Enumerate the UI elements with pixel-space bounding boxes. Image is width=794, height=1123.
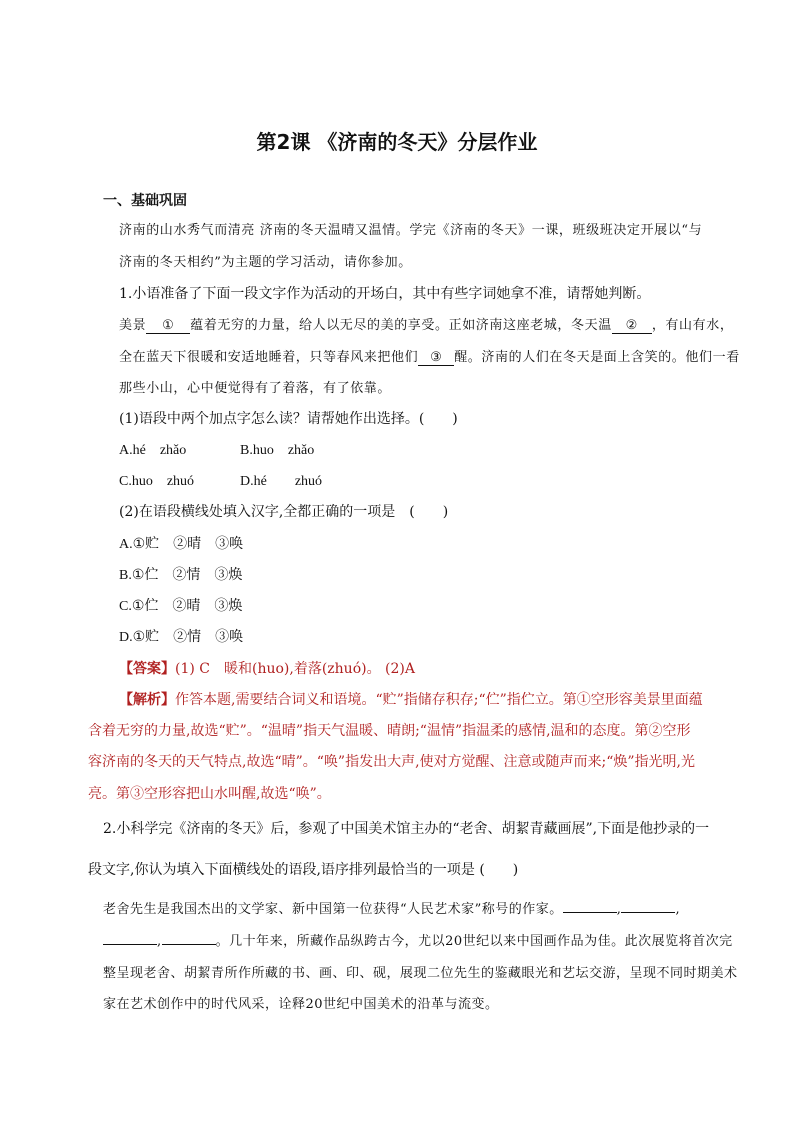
answer-tag: 【答案】: [119, 661, 175, 677]
blank: [621, 912, 675, 913]
option-d: D.①贮 ②情 ③唤: [119, 630, 244, 645]
question-2-stem-line-1: 2.小科学完《济南的冬天》后，参观了中国美术馆主办的“老舍、胡絜青藏画展”,下面是他抄录的一: [103, 821, 710, 837]
passage-line-1: [119, 314, 733, 334]
blank-1: ①: [146, 318, 190, 334]
question-2-stem-line-2: 段文字,你认为填入下面横线处的语段,语序排列最恰当的一项是 ( ): [88, 862, 519, 878]
analysis-line-3: 容济南的冬天的天气特点,故选“晴”。“唤”指发出大声,使对方觉醒、注意或随声而来;“焕”指光明,光: [88, 754, 696, 770]
answer-text: (1) C 暖和(huo),着落(zhuó)。 (2)A: [175, 661, 415, 677]
passage-text: 醒。济南的人们在冬天是面上含笑的。他们一看: [454, 350, 740, 365]
analysis-line-2: 含着无穷的力量,故选“贮”。“温晴”指天气温暖、晴朗;“温情”指温柔的感情,温和的态度。第②空形: [88, 723, 691, 739]
option-b: B.huo zhǎo: [240, 443, 315, 458]
intro-line-1: 济南的山水秀气而清亮 济南的冬天温晴又温情。学完《济南的冬天》一课，班级班决定开展以“与: [119, 223, 703, 238]
option-a: A.①贮 ②晴 ③唤: [119, 537, 244, 552]
sub-question-2: (2)在语段横线处填入汉字,全都正确的一项是 ( ): [119, 504, 449, 520]
passage-2-line-3: 整呈现老舍、胡絜青所作所藏的书、画、印、砚，展现二位先生的鉴藏眼光和艺坛交游，呈现不同时期美术: [103, 966, 738, 981]
answer: [119, 658, 415, 678]
page-title: 第2课 《济南的冬天》分层作业: [256, 130, 538, 154]
option-b: B.①伫 ②情 ③焕: [119, 568, 243, 583]
blank-3: ③: [418, 350, 454, 366]
passage-2-line-4: 家在艺术创作中的时代风采，诠释20世纪中国美术的沿革与流变。: [103, 997, 499, 1012]
blank: [103, 944, 157, 945]
passage-2-text: 。几十年来，所藏作品纵跨古今，尤以20世纪以来中国画作品为佳。此次展览将首次完: [215, 934, 733, 949]
passage-text: ，有山有水，: [651, 318, 734, 333]
passage-line-3: 那些小山，心中便觉得有了着落，有了依靠。: [119, 381, 392, 396]
passage-line-2: [119, 346, 740, 366]
passage-2-line-2: , 。几十年来，所藏作品纵跨古今，尤以20世纪以来中国画作品为佳。此次展览将首次完: [103, 930, 733, 949]
intro-line-2: 济南的冬天相约”为主题的学习活动，请你参加。: [119, 255, 412, 270]
analysis-text: 作答本题,需要结合词义和语境。“贮”指储存积存;“伫”指伫立。第①空形容美景里面蕴: [175, 692, 703, 708]
analysis-line-1: [119, 689, 703, 709]
blank: [162, 944, 216, 945]
section-heading-basics: 一、基础巩固: [103, 193, 187, 209]
blank-2: ②: [612, 318, 652, 334]
option-c: C.huo zhuó: [119, 474, 195, 489]
passage-text: 蕴着无穷的力量，给人以无尽的美的享受。正如济南这座老城，冬天温: [190, 318, 612, 333]
analysis-line-4: 亮。第③空形容把山水叫醒,故选“唤”。: [88, 786, 331, 802]
passage-text: 全在蓝天下很暖和安适地睡着，只等春风来把他们: [119, 350, 419, 365]
passage-text: 美景: [119, 318, 147, 333]
sub-question-1: (1)语段中两个加点字怎么读？请帮她作出选择。( ): [119, 411, 458, 427]
option-d: D.hé zhuó: [240, 474, 323, 489]
option-c: C.①伫 ②晴 ③焕: [119, 599, 243, 614]
question-1-stem: 1.小语准备了下面一段文字作为活动的开场白，其中有些字词她拿不准，请帮她判断。: [119, 286, 651, 302]
passage-2-line-1: 老舍先生是我国杰出的文学家、新中国第一位获得“人民艺术家”称号的作家。 , ,: [103, 902, 681, 917]
passage-2-text: 老舍先生是我国杰出的文学家、新中国第一位获得“人民艺术家”称号的作家。: [103, 902, 563, 917]
analysis-tag: 【解析】: [119, 692, 175, 708]
option-a: A.hé zhǎo: [119, 443, 187, 458]
blank: [563, 912, 617, 913]
